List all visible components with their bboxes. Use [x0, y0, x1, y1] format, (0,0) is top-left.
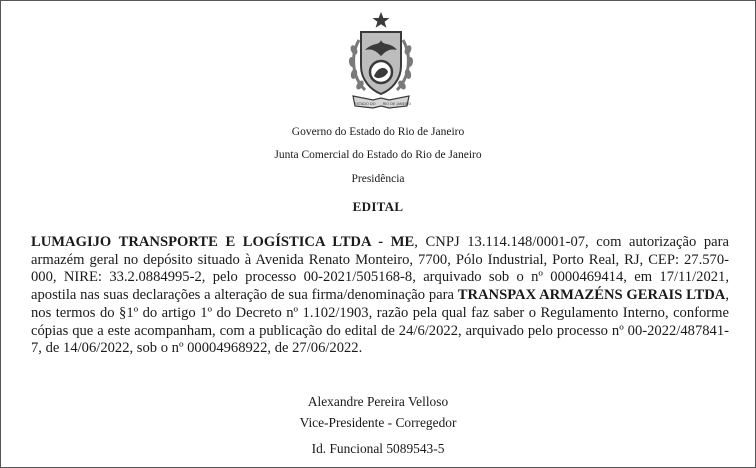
header-board: Junta Comercial do Estado do Rio de Janeiro	[274, 149, 482, 161]
state-coat-of-arms-icon	[345, 10, 417, 110]
edital-body	[31, 234, 729, 358]
company-old-name: LUMAGIJO TRANSPORTE E LOGÍSTICA LTDA - ME	[31, 234, 415, 250]
emblem-band-right: RIO DE JANEIRO	[382, 102, 412, 106]
signatory-role: Vice-Presidente - Corregedor	[299, 415, 457, 430]
document-title: EDITAL	[352, 199, 404, 214]
signatory-name: Alexandre Pereira Velloso	[307, 394, 449, 409]
header-government: Governo do Estado do Rio de Janeiro	[291, 126, 465, 138]
signatory-id: Id. Funcional 5089543-5	[311, 441, 445, 456]
header-presidency: Presidência	[351, 173, 405, 185]
body-text-part2: , nos termos do §1º do artigo 1º do Decreto nº 1.102/1903, razão pela qual faz saber o Regulamento Interno, conforme cópias que a este acompanham, com a publicação do edital de 24/6/2022, arquivado pelo processo nº 00-2022/487841-7, de 14/06/2022, sob o nº 00004968922, de 27/06/2022.	[31, 287, 729, 357]
body-text-part1: , CNPJ 13.114.148/0001-07, com autorização para armazém geral no depósito situado à Avenida Renato Monteiro, 7700, Pólo Industrial, Porto Real, RJ, CEP: 27.570-000, NIRE: 33.2.0884995-2, pelo processo 00-2021/505168-8, arquivado sob o nº 0000469414, em 17/11/2021, apostila nas suas declarações a alteração de sua firma/denominação para	[31, 234, 730, 304]
emblem-band-left: ESTADO DO	[354, 102, 376, 106]
company-new-name: TRANSPAX ARMAZÉNS GERAIS LTDA	[457, 287, 726, 304]
